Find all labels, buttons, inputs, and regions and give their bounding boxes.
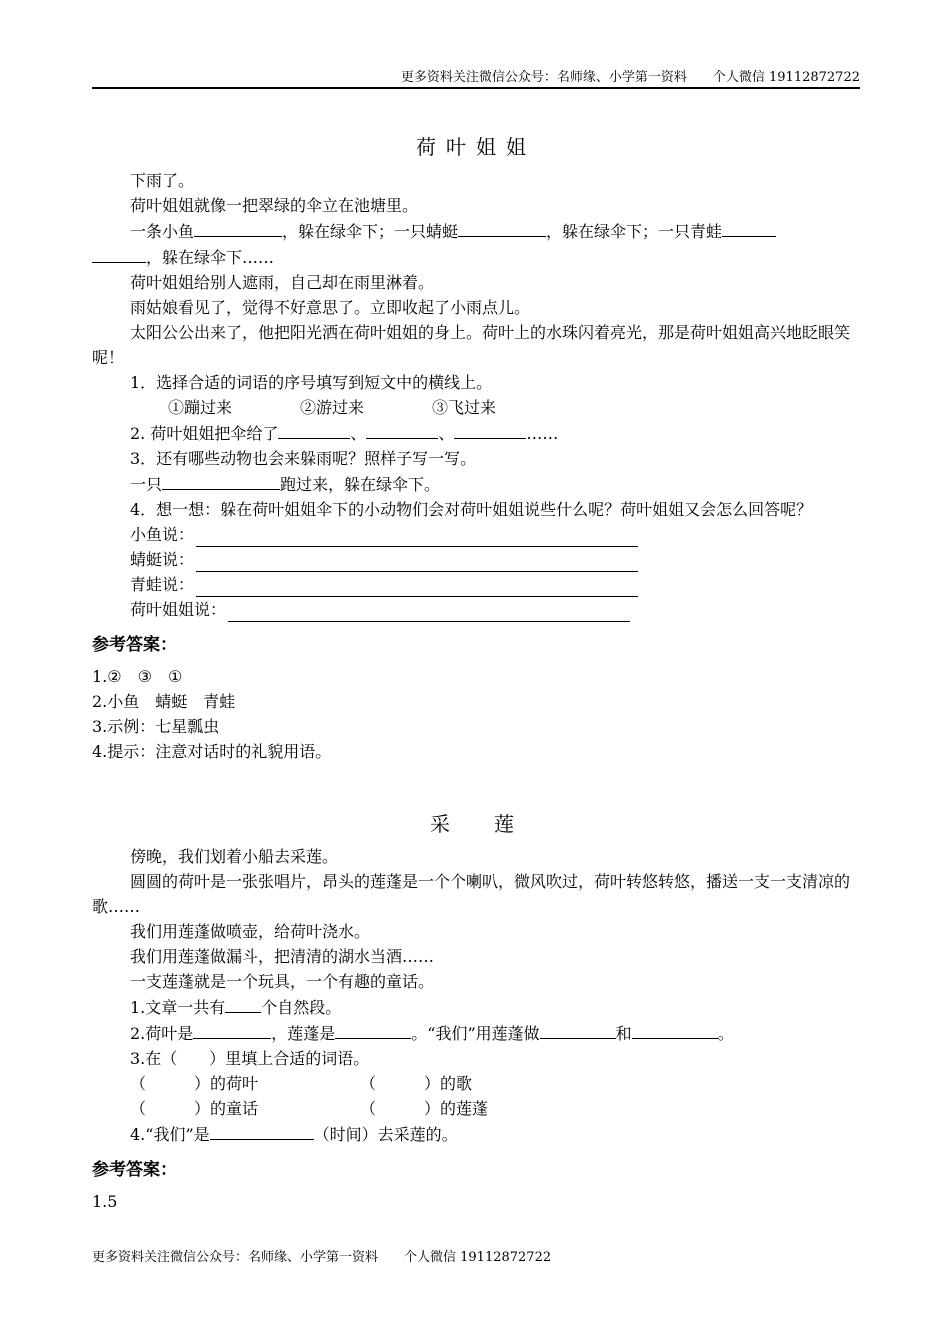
text: 。 — [717, 1024, 734, 1043]
blank-line[interactable] — [335, 1020, 411, 1039]
bracket-row — [92, 1071, 860, 1096]
worksheet — [92, 128, 860, 1214]
bracket-item[interactable]: （ ）的荷叶 — [130, 1074, 259, 1093]
answer-row — [92, 547, 860, 572]
text: 和 — [615, 1024, 632, 1043]
label: 青蛙说： — [130, 575, 195, 594]
bracket-item[interactable]: （ ）的童话 — [130, 1099, 259, 1118]
section1-title: 荷叶姐姐 — [416, 135, 536, 159]
text: 4.“我们”是 — [130, 1125, 210, 1144]
header-rule — [92, 87, 860, 89]
blank-line[interactable] — [194, 218, 282, 237]
question-3: 3.在（ ）里填上合适的词语。 — [130, 1049, 370, 1068]
answer-line[interactable] — [228, 603, 630, 622]
question-1: 1．选择合适的词语的序号填写到短文中的横线上。 — [130, 373, 493, 392]
s2-paragraph: 傍晚，我们划着小船去采莲。 — [130, 847, 339, 866]
label: 小鱼说： — [130, 525, 195, 544]
s1-paragraph: 荷叶姐姐给别人遮雨，自己却在雨里淋着。 — [130, 273, 435, 292]
s2-paragraph: 我们用莲蓬做喷壶，给荷叶浇水。 — [130, 922, 371, 941]
label: 荷叶姐姐说： — [130, 600, 227, 619]
text: …… — [526, 424, 559, 443]
text: 、 — [438, 424, 455, 443]
text: 1.文章一共有 — [130, 998, 226, 1017]
s2-paragraph: 我们用莲蓬做漏斗，把清清的湖水当酒…… — [130, 947, 435, 966]
text: 2.荷叶是 — [130, 1024, 194, 1043]
option: ②游过来 — [300, 398, 365, 417]
option: ③飞过来 — [432, 398, 497, 417]
s1-paragraph: 太阳公公出来了，他把阳光洒在荷叶姐姐的身上。荷叶上的水珠闪着亮光，那是荷叶姐姐高兴地眨眼笑呢！ — [92, 323, 851, 367]
answer-line[interactable] — [196, 553, 638, 572]
text: ，躲在绿伞下；一只青蛙 — [546, 222, 723, 241]
text: 一只 — [130, 475, 163, 494]
answer-key-title: 参考答案： — [92, 635, 177, 655]
question-3-line — [92, 471, 860, 497]
text: 跑过来，躲在绿伞下。 — [280, 475, 441, 494]
question-1 — [92, 994, 860, 1020]
blank-line[interactable] — [366, 420, 438, 439]
blank-line[interactable] — [92, 244, 146, 263]
text: 2. 荷叶姐姐把伞给了 — [130, 424, 279, 443]
answer-key-title: 参考答案： — [92, 1160, 177, 1180]
s2-paragraph: 圆圆的荷叶是一张张唱片，昂头的莲蓬是一个个喇叭，微风吹过，荷叶转悠转悠，播送一支一支清凉的歌…… — [92, 872, 851, 916]
option: ①蹦过来 — [168, 398, 233, 417]
section2-title: 采莲 — [430, 812, 558, 836]
text: ，莲蓬是 — [271, 1024, 336, 1043]
answer: 3.示例：七星瓢虫 — [92, 717, 220, 736]
answer: 2.小鱼 蜻蜓 青蛙 — [92, 692, 236, 711]
text: （时间）去采莲的。 — [313, 1125, 458, 1144]
blank-line[interactable] — [540, 1020, 616, 1039]
answer-key — [92, 1189, 860, 1214]
bracket-item[interactable]: （ ）的莲蓬 — [360, 1099, 489, 1118]
answer: 1.② ③ ① — [92, 667, 183, 686]
question-2 — [92, 420, 860, 446]
answer: 4.提示：注意对话时的礼貌用语。 — [92, 742, 332, 761]
text: 个自然段。 — [261, 998, 342, 1017]
bracket-item[interactable]: （ ）的歌 — [360, 1074, 473, 1093]
blank-line[interactable] — [458, 218, 546, 237]
option-row — [92, 395, 860, 420]
question-4: 4．想一想：躲在荷叶姐姐伞下的小动物们会对荷叶姐姐说些什么呢？荷叶姐姐又会怎么回答呢？ — [130, 500, 813, 519]
page-header: 更多资料关注微信公众号：名师缘、小学第一资料 个人微信 19112872722 — [400, 70, 860, 85]
answer: 1.5 — [92, 1192, 118, 1211]
s1-paragraph: 荷叶姐姐就像一把翠绿的伞立在池塘里。 — [130, 196, 419, 215]
blank-line[interactable] — [210, 1121, 314, 1140]
bracket-row — [92, 1096, 860, 1121]
blank-line[interactable] — [225, 994, 261, 1013]
s1-paragraph-blanks — [92, 218, 860, 270]
text: 一条小鱼 — [130, 222, 195, 241]
blank-line[interactable] — [193, 1020, 271, 1039]
s1-paragraph: 下雨了。 — [130, 171, 195, 190]
text: 、 — [350, 424, 367, 443]
text: ，躲在绿伞下…… — [146, 248, 275, 267]
answer-row — [92, 597, 860, 622]
blank-line[interactable] — [722, 218, 776, 237]
question-2 — [92, 1020, 860, 1046]
answer-row — [92, 572, 860, 597]
blank-line[interactable] — [454, 420, 526, 439]
blank-line[interactable] — [632, 1020, 718, 1039]
answer-key — [92, 664, 860, 764]
page-footer: 更多资料关注微信公众号：名师缘、小学第一资料 个人微信 19112872722 — [92, 1250, 552, 1265]
s2-paragraph: 一支莲蓬就是一个玩具，一个有趣的童话。 — [130, 972, 435, 991]
text: 。“我们”用莲蓬做 — [411, 1024, 540, 1043]
text: ，躲在绿伞下；一只蜻蜓 — [282, 222, 459, 241]
blank-line[interactable] — [162, 471, 280, 490]
question-4 — [92, 1121, 860, 1147]
answer-line[interactable] — [196, 528, 638, 547]
s1-paragraph: 雨姑娘看见了，觉得不好意思了。立即收起了小雨点儿。 — [130, 298, 531, 317]
label: 蜻蜓说： — [130, 550, 195, 569]
answer-line[interactable] — [196, 578, 638, 597]
blank-line[interactable] — [278, 420, 350, 439]
answer-row — [92, 522, 860, 547]
question-3: 3．还有哪些动物也会来躲雨呢？照样子写一写。 — [130, 449, 477, 468]
